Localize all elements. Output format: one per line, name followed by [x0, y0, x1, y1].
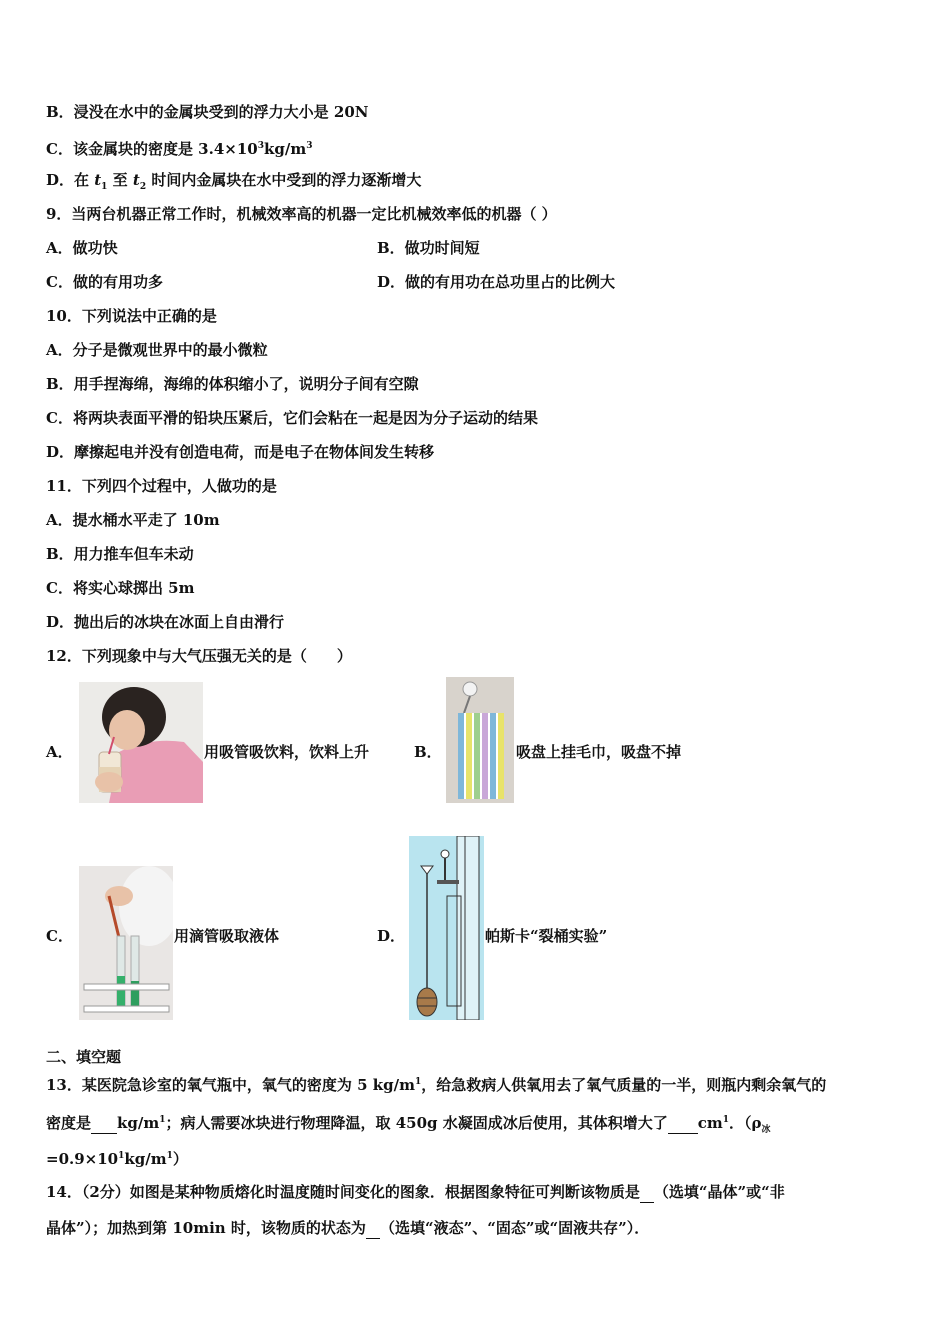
- answer-blank[interactable]: [668, 1113, 698, 1134]
- q11-stem: 11．下列四个过程中，人做功的是: [46, 477, 277, 495]
- section-title: 二、填空题: [46, 1048, 122, 1066]
- q9-option-b: B．做功时间短: [377, 239, 480, 257]
- q13-line-2: [46, 1110, 771, 1140]
- q13-line2-a: 密度是: [46, 1114, 92, 1132]
- q11-option-b: B．用力推车但车未动: [46, 545, 194, 563]
- q14-line1-a: 14．（2分）如图是某种物质熔化时温度随时间变化的图象．根据图象特征可判断该物质是: [46, 1183, 640, 1201]
- q13-line2-d: cm: [697, 1114, 723, 1132]
- q8-c-text: C．该金属块的密度是 3.4×10: [46, 140, 258, 158]
- q13-line2-c: ；病人需要冰块进行物理降温，取 450g 水凝固成冰后使用，其体积增大了: [165, 1114, 668, 1132]
- q12-option-a-label: A．: [46, 743, 73, 761]
- q13-line2-b: kg/m: [117, 1114, 160, 1132]
- q12-option-c-label: C．: [46, 927, 73, 945]
- q11-option-c: C．将实心球掷出 5m: [46, 579, 195, 597]
- q13-line3-exp1: 1: [118, 1151, 125, 1161]
- q8-c-exp2: 3: [306, 141, 313, 151]
- q12-option-b-text: 吸盘上挂毛巾，吸盘不掉: [516, 743, 682, 761]
- q8-option-d: [46, 170, 421, 197]
- suction-cup-towel-image: [446, 677, 514, 803]
- q14-line2-b: （选填“液态”、“固态”或“固液共存”）．: [379, 1219, 650, 1237]
- q13-line1-exp: 1: [415, 1077, 422, 1087]
- q14-line-2: [46, 1218, 649, 1239]
- answer-blank[interactable]: [366, 1218, 380, 1239]
- q13-line2-d-exp: 1: [722, 1115, 730, 1125]
- q10-option-a: A．分子是微观世界中的最小微粒: [46, 341, 268, 359]
- q13-line3-pre: =0.9×10: [46, 1150, 119, 1168]
- q12-option-d-text: 帕斯卡“裂桶实验”: [485, 927, 608, 945]
- q14-line2-a: 晶体”）；加热到第 10min 时，该物质的状态为: [46, 1219, 366, 1237]
- q13-line-3: [46, 1146, 188, 1169]
- q9-option-d: D．做的有用功在总功里占的比例大: [377, 273, 616, 291]
- q8-d-s2: 2: [139, 182, 147, 192]
- q14-line1-b: （选填“晶体”或“非: [653, 1183, 785, 1201]
- q8-d-t1: t: [94, 171, 102, 189]
- q13-line1-pre: 13．某医院急诊室的氧气瓶中，氧气的密度为 5 kg/m: [46, 1076, 415, 1094]
- q12-stem: 12．下列现象中与大气压强无关的是（ ）: [46, 647, 352, 665]
- q8-d-t2: t: [132, 171, 140, 189]
- q8-option-b: B．浸没在水中的金属块受到的浮力大小是 20N: [46, 103, 369, 121]
- pascal-barrel-image: [409, 836, 484, 1020]
- q8-d-s1: 1: [101, 182, 108, 192]
- q10-option-c: C．将两块表面平滑的铅块压紧后，它们会粘在一起是因为分子运动的结果: [46, 409, 538, 427]
- q14-line-1: [46, 1182, 785, 1203]
- q8-c-unit: kg/m: [263, 140, 307, 158]
- q13-line2-b-exp: 1: [159, 1115, 166, 1125]
- girl-drinking-straw-image: [79, 682, 203, 803]
- answer-blank[interactable]: [91, 1113, 117, 1134]
- q10-option-b: B．用手捏海绵，海绵的体积缩小了，说明分子间有空隙: [46, 375, 419, 393]
- q8-d-post: 时间内金属块在水中受到的浮力逐渐增大: [146, 171, 422, 189]
- q10-option-d: D．摩擦起电并没有创造电荷，而是电子在物体间发生转移: [46, 443, 435, 461]
- q13-line2-e: ．（ρ: [729, 1114, 762, 1132]
- q9-stem: 9．当两台机器正常工作时，机械效率高的机器一定比机械效率低的机器（ ）: [46, 205, 557, 223]
- q9-option-a: A．做功快: [46, 239, 118, 257]
- answer-blank[interactable]: [640, 1182, 654, 1203]
- q12-option-a-text: 用吸管吸饮料，饮料上升: [204, 743, 370, 761]
- q8-option-c: [46, 136, 312, 159]
- q11-option-a: A．提水桶水平走了 10m: [46, 511, 220, 529]
- q9-option-c: C．做的有用功多: [46, 273, 163, 291]
- q12-option-b-label: B．: [414, 743, 442, 761]
- q8-d-pre: D．在: [46, 171, 95, 189]
- q12-option-d-label: D．: [377, 927, 406, 945]
- q10-stem: 10．下列说法中正确的是: [46, 307, 217, 325]
- q13-line-1: [46, 1072, 826, 1095]
- q13-line3-exp2: 1: [166, 1151, 173, 1161]
- q13-line3-post: ）: [172, 1150, 188, 1168]
- q12-option-c-text: 用滴管吸取液体: [174, 927, 280, 945]
- q8-d-mid: 至: [107, 171, 133, 189]
- q13-line3-mid: kg/m: [124, 1150, 167, 1168]
- q13-line1-post: ，给急救病人供氧用去了氧气质量的一半，则瓶内剩余氧气的: [421, 1076, 827, 1094]
- q8-c-exp1: 3: [257, 141, 264, 151]
- dropper-test-tubes-image: [79, 866, 173, 1020]
- q13-line2-e-sub: 冰: [761, 1125, 771, 1135]
- q11-option-d: D．抛出后的冰块在冰面上自由滑行: [46, 613, 285, 631]
